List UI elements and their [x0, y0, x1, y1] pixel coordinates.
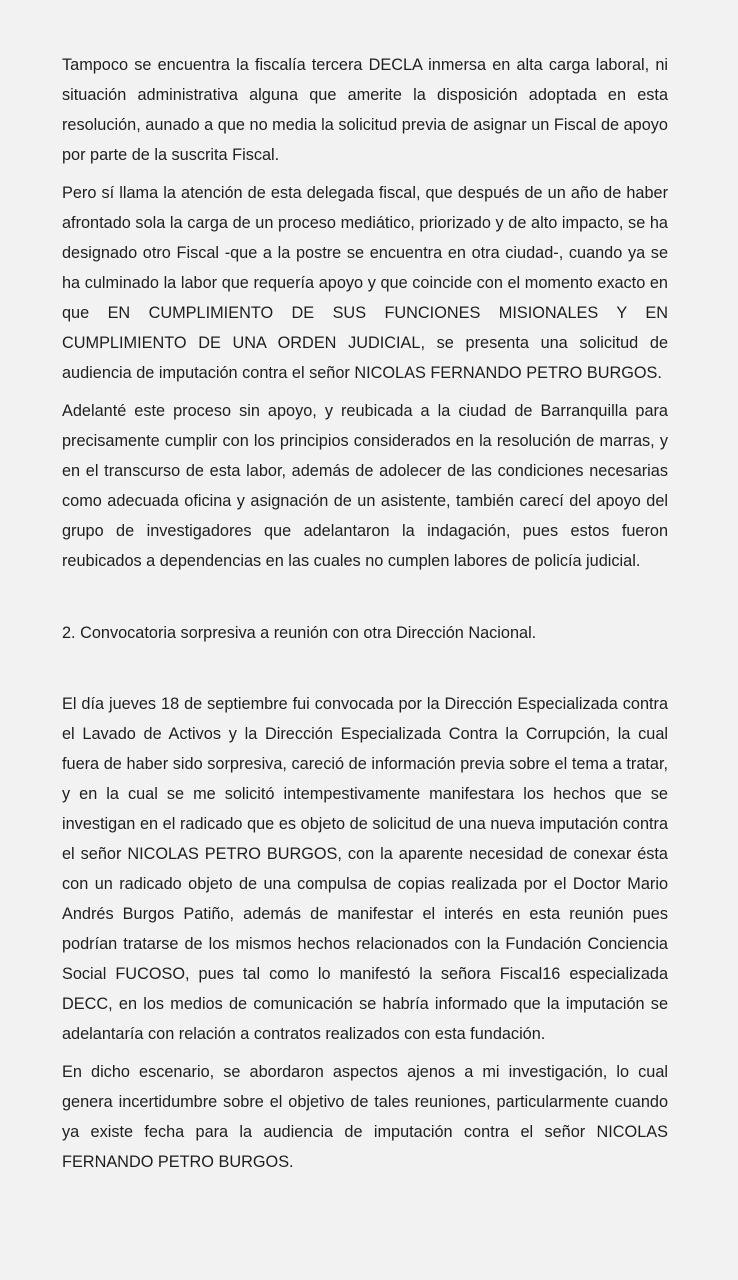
paragraph-escenario: En dicho escenario, se abordaron aspectos ajenos a mi investigación, lo cual genera incertidumbre sobre el objetivo de tales reuniones, particularmente cuando ya existe fecha para la audiencia de imputación contra el señor NICOLAS FERNANDO PETRO BURGOS. — [62, 1063, 668, 1171]
section-heading: 2. Convocatoria sorpresiva a reunión con otra Dirección Nacional. — [62, 624, 537, 642]
paragraph-fiscalia-carga: Tampoco se encuentra la fiscalía tercera DECLA inmersa en alta carga laboral, ni situación administrativa alguna que amerite la disposición adoptada en esta resolución, aunado a que no media la solicitud previa de asignar un Fiscal de apoyo por parte de la suscrita Fiscal. — [62, 56, 668, 164]
paragraph-convocatoria: El día jueves 18 de septiembre fui convocada por la Dirección Especializada contra el Lavado de Activos y la Dirección Especializada Contra la Corrupción, la cual fuera de haber sido sorpresiva, careció de información previa sobre el tema a tratar, y en la cual se me solicitó intempestivamente manifestara los hechos que se investigan en el radicado que es objeto de solicitud de una nueva imputación contra el señor NICOLAS PETRO BURGOS, con la aparente necesidad de conexar ésta con un radicado objeto de una compulsa de copias realizada por el Doctor Mario Andrés Burgos Patiño, además de manifestar el interés en esta reunión pues podrían tratarse de los mismos hechos relacionados con la Fundación Conciencia Social FUCOSO, pues tal como lo manifestó la señora Fiscal16 especializada DECC, en los medios de comunicación se habría informado que la imputación se adelantaría con relación a contratos realizados con esta fundación. — [62, 695, 668, 1043]
document-body — [62, 50, 668, 1177]
paragraph-proceso-sin-apoyo: Adelanté este proceso sin apoyo, y reubicada a la ciudad de Barranquilla para precisamente cumplir con los principios considerados en la resolución de marras, y en el transcurso de esta labor, además de adolecer de las condiciones necesarias como adecuada oficina y asignación de un asistente, también carecí del apoyo del grupo de investigadores que adelantaron la indagación, pues estos fueron reubicados a dependencias en las cuales no cumplen labores de policía judicial. — [62, 402, 668, 570]
paragraph-atencion-delegada: Pero sí llama la atención de esta delegada fiscal, que después de un año de haber afrontado sola la carga de un proceso mediático, priorizado y de alto impacto, se ha designado otro Fiscal -que a la postre se encuentra en otra ciudad-, cuando ya se ha culminado la labor que requería apoyo y que coincide con el momento exacto en que EN CUMPLIMIENTO DE SUS FUNCIONES MISIONALES Y EN CUMPLIMIENTO DE UNA ORDEN JUDICIAL, se presenta una solicitud de audiencia de imputación contra el señor NICOLAS FERNANDO PETRO BURGOS. — [62, 184, 668, 382]
